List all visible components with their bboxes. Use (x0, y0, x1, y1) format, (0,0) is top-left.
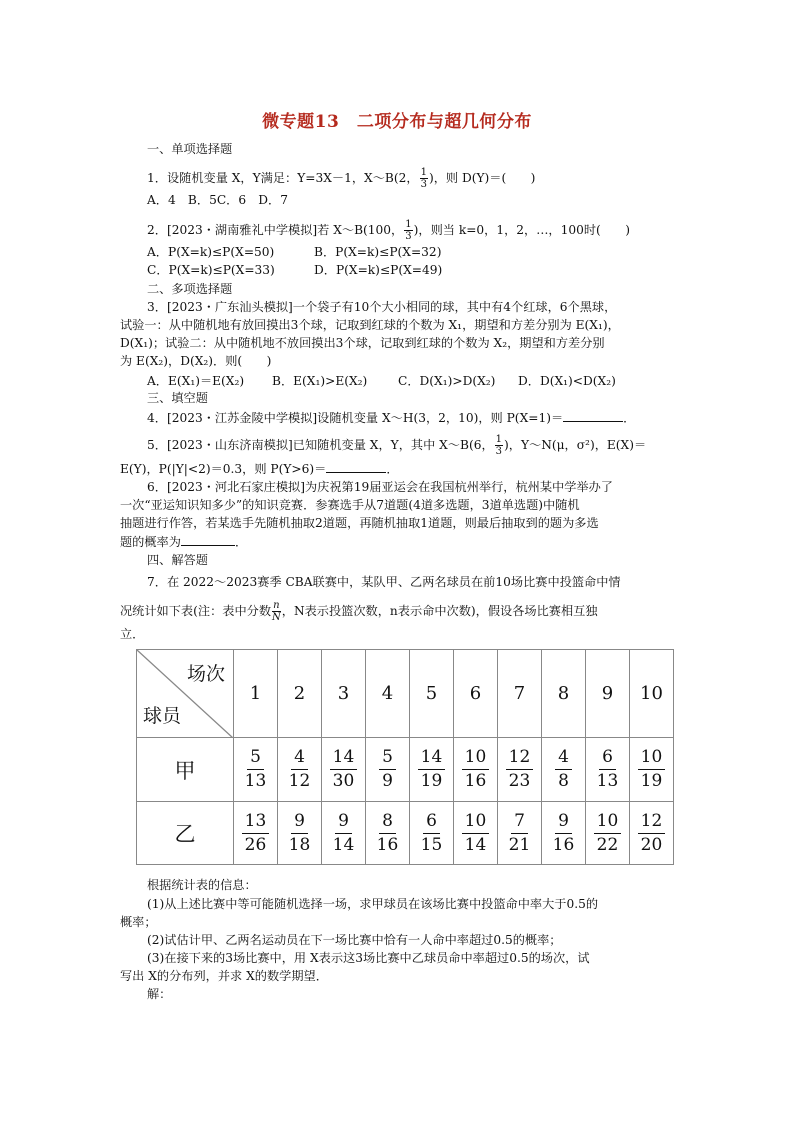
fraction (242, 810, 270, 857)
fraction (286, 810, 314, 857)
q3-option-c: C．D(X₁)>D(X₂) (398, 374, 496, 388)
table-cell (586, 738, 630, 802)
denominator: 16 (376, 834, 399, 855)
col-header-5: 5 (410, 650, 454, 738)
q4-answer-blank[interactable] (563, 409, 623, 422)
q1-options: A．4 B．5C．6 D．7 (147, 193, 288, 207)
table-cell (454, 802, 498, 865)
denominator: 22 (596, 834, 619, 855)
question-6-line-1: 6．[2023・河北石家庄模拟]为庆祝第19届亚运会在我国杭州举行，杭州某中学举办了 (147, 480, 613, 494)
col-header-6: 6 (454, 650, 498, 738)
q5-line2-text-b: ． (386, 462, 399, 476)
numerator: 12 (506, 746, 534, 770)
q1-text-b: )，则 D(Y)＝( ) (428, 171, 536, 185)
fraction (555, 746, 572, 793)
q1-frac-den: 3 (420, 179, 427, 190)
q2-option-c: C．P(X=k)≤P(X=33) (147, 263, 275, 277)
denominator: 14 (464, 834, 487, 855)
sub-question-2: (2)试估计甲、乙两名运动员在下一场比赛中恰有一人命中率超过0.5的概率； (147, 933, 562, 947)
denominator: 19 (640, 771, 663, 791)
table-cell (322, 738, 366, 802)
q2-text-b: )，则当 k=0，1，2，…，100时( ) (413, 223, 630, 237)
question-3-line-2: 试验一：从中随机地有放回摸出3个球，记取到红球的个数为 X₁，期望和方差分别为 E(X₁)， (120, 318, 620, 332)
question-1 (147, 167, 535, 190)
numerator: 14 (418, 746, 446, 770)
table-diagonal-header (137, 650, 234, 738)
question-3-line-3: D(X₁)；试验二：从中随机地不放回摸出3个球，记取到红球的个数为 X₂，期望和方差分别 (120, 336, 605, 350)
fraction (242, 746, 270, 793)
table-cell (410, 802, 454, 865)
fraction (462, 810, 490, 857)
table-cell (542, 738, 586, 802)
q7-frac-num: n (273, 600, 280, 611)
q7-fraction (272, 600, 281, 623)
question-6-line-2: 一次“亚运知识知多少”的知识竞赛．参赛选手从7道题(4道多选题，3道单选题)中随机 (120, 498, 580, 512)
denominator: 8 (558, 771, 569, 791)
question-7-line-2 (120, 600, 598, 623)
denominator: 30 (332, 771, 355, 791)
denominator: 19 (420, 771, 443, 791)
q5-fraction (495, 434, 503, 457)
sub-question-3-line-2: 写出 X的分布列，并求 X的数学期望． (120, 969, 328, 983)
question-3-line-1: 3．[2023・广东汕头模拟]一个袋子有10个大小相同的球，其中有4个红球，6个黑球， (147, 300, 617, 314)
fraction (418, 746, 446, 793)
denominator: 15 (420, 834, 443, 855)
numerator: 5 (379, 746, 396, 770)
numerator: 13 (242, 810, 270, 834)
denominator: 16 (464, 771, 487, 791)
table-cell (498, 738, 542, 802)
q2-option-a: A．P(X=k)≤P(X=50) (147, 245, 275, 259)
q6-line4-text-b: ． (234, 535, 248, 549)
fraction (330, 746, 358, 793)
row-name-yi: 乙 (137, 802, 234, 865)
fraction (594, 746, 622, 793)
table-cell (586, 802, 630, 865)
q2-frac-num: 1 (405, 219, 412, 230)
q2-text-a: 2．[2023・湖南雅礼中学模拟]若 X～B(100， (147, 223, 404, 237)
table-row (137, 802, 674, 865)
question-4 (147, 409, 635, 426)
question-6-line-3: 抽题进行作答，若某选手先随机抽取2道题，再随机抽取1道题，则最后抽取到的题为多选 (120, 516, 599, 530)
fraction (379, 746, 396, 793)
col-header-8: 8 (542, 650, 586, 738)
col-header-4: 4 (366, 650, 410, 738)
denominator: 16 (552, 834, 575, 855)
table-cell (410, 738, 454, 802)
table-header-row (137, 650, 674, 738)
q3-option-a: A．E(X₁)＝E(X₂) (147, 374, 245, 388)
q1-fraction (420, 167, 428, 190)
question-5 (147, 434, 646, 457)
table-cell (278, 738, 322, 802)
section-heading-solution: 四、解答题 (147, 553, 208, 567)
fraction (638, 746, 666, 793)
numerator: 6 (423, 810, 440, 834)
table-cell (234, 802, 278, 865)
denominator: 14 (332, 834, 355, 855)
col-header-1: 1 (234, 650, 278, 738)
fraction (506, 746, 534, 793)
table-cell (630, 802, 674, 865)
sub-question-3-line-1: (3)在接下来的3场比赛中，用 X表示这3场比赛中乙球员命中率超过0.5的场次，试 (147, 951, 590, 965)
denominator: 21 (508, 834, 531, 855)
numerator: 10 (462, 810, 490, 834)
table-cell (366, 802, 410, 865)
fraction (286, 746, 314, 793)
denominator: 12 (288, 771, 311, 791)
fraction (330, 810, 358, 857)
table-cell (454, 738, 498, 802)
q2-option-d: D．P(X=k)≤P(X=49) (314, 263, 443, 277)
q3-option-b: B．E(X₁)>E(X₂) (272, 374, 368, 388)
q5-frac-den: 3 (495, 446, 503, 457)
q3-option-d: D．D(X₁)<D(X₂) (518, 374, 616, 388)
q7-frac-den: N (272, 612, 281, 623)
numerator: 14 (330, 746, 358, 770)
q5-text-a: 5．[2023・山东济南模拟]已知随机变量 X，Y，其中 X～B(6， (147, 438, 494, 452)
numerator: 9 (555, 810, 572, 834)
table-cell (630, 738, 674, 802)
numerator: 10 (594, 810, 622, 834)
q1-frac-num: 1 (420, 167, 427, 178)
q4-text-a: 4．[2023・江苏金陵中学模拟]设随机变量 X～H(3，2，10)，则 P(X=1)＝ (147, 411, 564, 425)
q5-text-b: )，Y～N(μ，σ²)，E(X)＝ (504, 438, 647, 452)
table-row (137, 738, 674, 802)
q1-text-a: 1．设随机变量 X，Y满足：Y=3X－1，X～B(2， (147, 171, 419, 185)
table-cell (278, 802, 322, 865)
shooting-stats-table (136, 649, 674, 865)
numerator: 10 (638, 746, 666, 770)
q7-line2-text-a: 况统计如下表(注：表中分数 (120, 604, 272, 618)
row-name-jia: 甲 (137, 738, 234, 802)
q6-line4-text-a: 题的概率为 (120, 535, 181, 549)
answer-label: 解： (147, 987, 172, 1001)
fraction (374, 810, 402, 857)
table-cell (366, 738, 410, 802)
section-heading-fill-blank: 三、填空题 (147, 391, 208, 405)
q2-frac-den: 3 (405, 231, 412, 242)
denominator: 20 (640, 834, 663, 855)
question-7-line-3: 立． (120, 627, 145, 641)
fraction (638, 810, 666, 857)
fraction (506, 810, 534, 857)
question-6-line-4 (120, 533, 247, 550)
q5-answer-blank[interactable] (326, 460, 386, 473)
numerator: 5 (247, 746, 264, 770)
table-cell (542, 802, 586, 865)
numerator: 4 (291, 746, 308, 770)
numerator: 10 (462, 746, 490, 770)
page-title: 微专题13 二项分布与超几何分布 (262, 112, 532, 132)
numerator: 4 (555, 746, 572, 770)
sub-question-1-line-2: 概率； (120, 915, 157, 929)
question-3-line-4: 为 E(X₂)，D(X₂)．则( ) (120, 354, 272, 368)
col-header-10: 10 (630, 650, 674, 738)
denominator: 13 (596, 771, 619, 791)
q6-answer-blank[interactable] (181, 533, 235, 546)
sub-question-1-line-1: (1)从上述比赛中等可能随机选择一场，求甲球员在该场比赛中投篮命中率大于0.5的 (147, 897, 599, 911)
fraction (462, 746, 490, 793)
section-heading-single-choice: 一、单项选择题 (147, 142, 233, 156)
col-header-2: 2 (278, 650, 322, 738)
q4-text-b: ． (623, 411, 636, 425)
question-2 (147, 219, 630, 242)
fraction (418, 810, 446, 857)
q5-line2-text-a: E(Y)，P(|Y|<2)＝0.3，则 P(Y>6)＝ (120, 462, 327, 476)
denominator: 18 (288, 834, 311, 855)
denominator: 9 (382, 771, 393, 791)
q2-fraction (404, 219, 412, 242)
table-cell (234, 738, 278, 802)
table-cell (498, 802, 542, 865)
q5-frac-num: 1 (495, 434, 503, 445)
q7-line2-text-b: ，N表示投篮次数，n表示命中次数)，假设各场比赛相互独 (281, 604, 598, 618)
table-cell (322, 802, 366, 865)
q2-option-b: B．P(X=k)≤P(X=32) (314, 245, 442, 259)
question-5-line-2 (120, 460, 399, 477)
fraction (550, 810, 578, 857)
numerator: 12 (638, 810, 666, 834)
stats-intro: 根据统计表的信息： (147, 878, 257, 892)
col-header-7: 7 (498, 650, 542, 738)
header-player-label: 球员 (143, 705, 182, 727)
header-match-label: 场次 (186, 663, 225, 685)
denominator: 23 (508, 771, 531, 791)
numerator: 9 (335, 810, 352, 834)
question-7-line-1: 7．在 2022～2023赛季 CBA联赛中，某队甲、乙两名球员在前10场比赛中投篮命中情 (147, 575, 621, 589)
numerator: 9 (291, 810, 308, 834)
section-heading-multi-choice: 二、多项选择题 (147, 282, 233, 296)
fraction (594, 810, 622, 857)
col-header-3: 3 (322, 650, 366, 738)
denominator: 26 (244, 834, 267, 855)
numerator: 8 (379, 810, 396, 834)
col-header-9: 9 (586, 650, 630, 738)
denominator: 13 (244, 771, 267, 791)
numerator: 7 (511, 810, 528, 834)
numerator: 6 (599, 746, 616, 770)
